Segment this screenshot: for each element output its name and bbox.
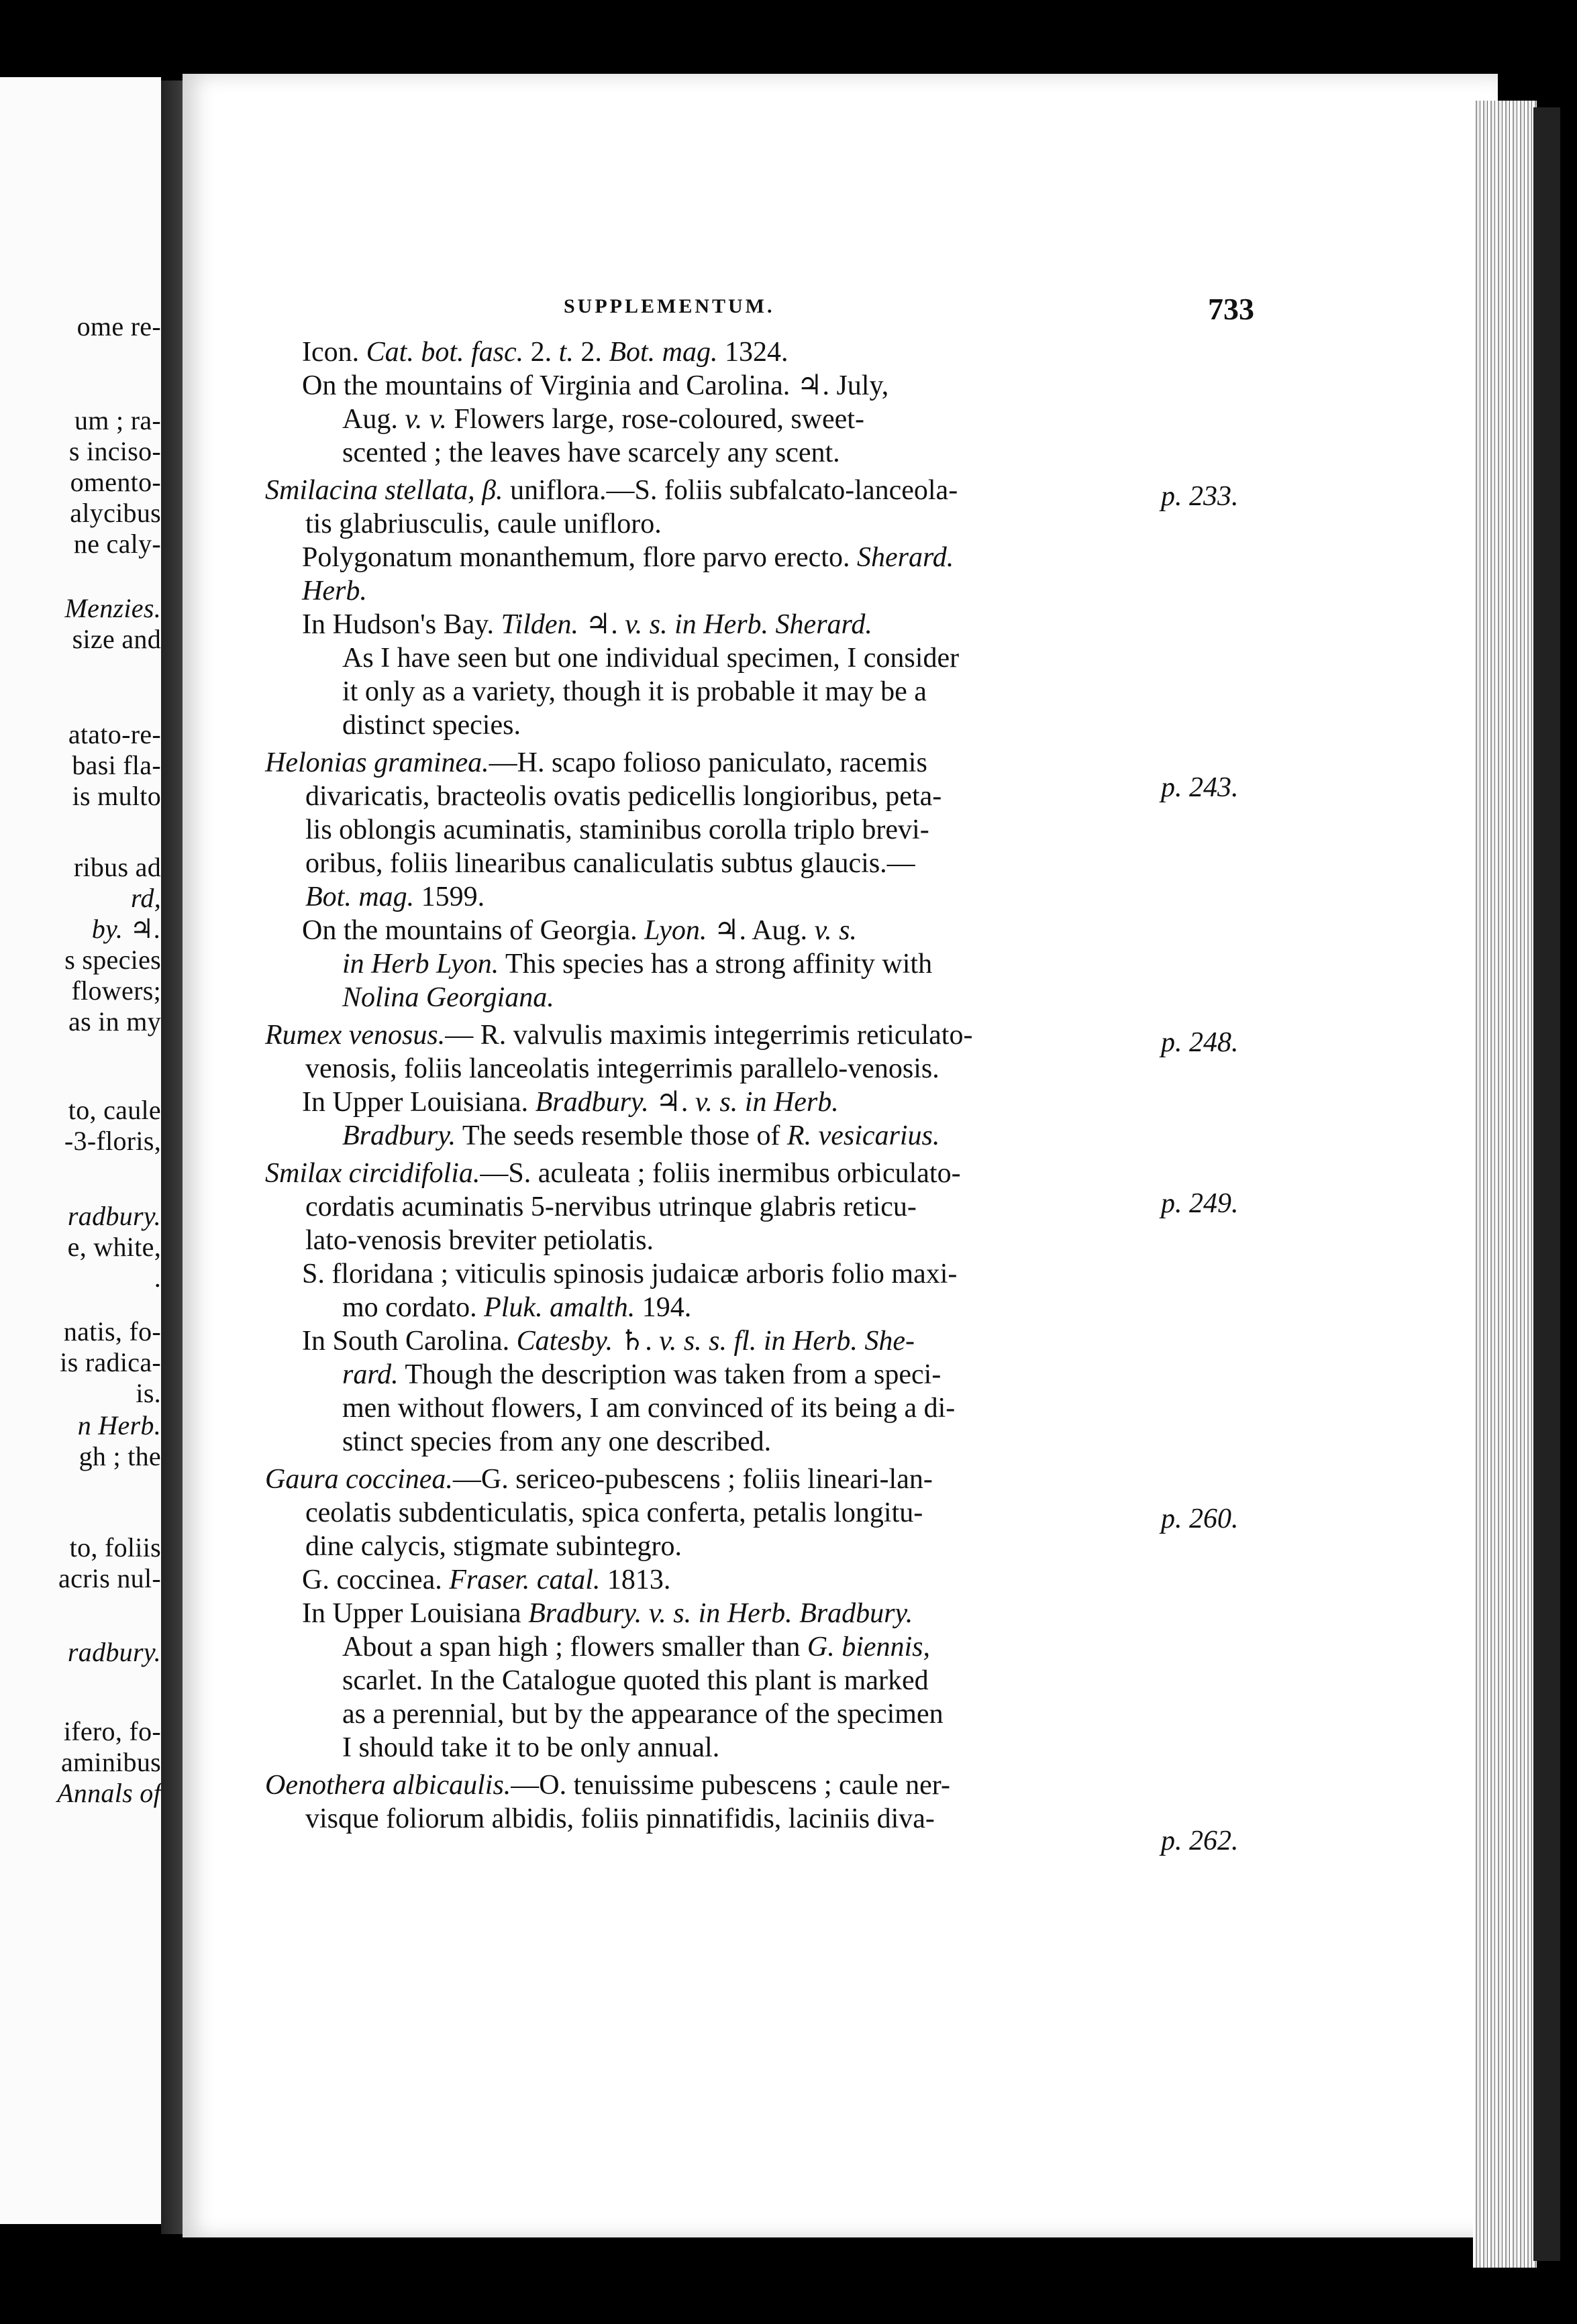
left-page-line: alycibus xyxy=(70,498,161,528)
left-page-line: aminibus xyxy=(60,1747,161,1777)
page-edge-shadow xyxy=(1533,107,1560,2261)
text-line xyxy=(265,541,1090,574)
text-span: Bot. mag. xyxy=(305,882,415,912)
entry-gaura xyxy=(265,1463,1090,1764)
running-header: SUPPLEMENTUM. xyxy=(564,295,775,317)
text-span: Bradbury. v. s. in Herb. Bradbury. xyxy=(528,1598,913,1629)
text-line xyxy=(265,1291,1090,1324)
text-line: lato-venosis breviter petiolatis. xyxy=(305,1225,654,1256)
page-number: 733 xyxy=(1208,292,1254,326)
text-line: lis oblongis acuminatis, staminibus corolla triplo brevi- xyxy=(305,814,929,845)
text-span: Pluk. amalth. xyxy=(484,1292,635,1323)
left-page-line: e, white, xyxy=(67,1232,161,1262)
text-line xyxy=(265,1119,1090,1153)
text-line xyxy=(265,981,1090,1014)
text-line xyxy=(265,880,1090,914)
page-body xyxy=(265,335,1090,1840)
text-span: Tilden. xyxy=(501,609,579,640)
text-span: Bradbury. xyxy=(342,1120,456,1151)
text-line: S. floridana ; viticulis spinosis judaicæ arboris folio maxi- xyxy=(302,1259,958,1289)
species-name: Helonias graminea. xyxy=(265,747,489,778)
left-page-line: ribus ad xyxy=(73,852,161,882)
text-span: t. xyxy=(558,337,574,368)
entry-smilax xyxy=(265,1157,1090,1459)
left-page-line: n Herb. xyxy=(77,1410,161,1440)
left-page-line: gh ; the xyxy=(79,1441,161,1471)
entry-helonias xyxy=(265,746,1090,1014)
left-page-line: acris nul- xyxy=(58,1563,161,1593)
text-line: venosis, foliis lanceolatis integerrimis parallelo-venosis. xyxy=(305,1053,939,1084)
text-span: ♃. xyxy=(578,609,625,640)
text-line xyxy=(265,335,1090,369)
page-reference: p. 260. xyxy=(1161,1503,1239,1534)
left-page-line: radbury. xyxy=(67,1201,161,1231)
text-span: 1813. xyxy=(600,1565,671,1595)
page-reference: p. 262. xyxy=(1161,1826,1239,1856)
text-line xyxy=(265,403,1090,436)
text-line xyxy=(265,1018,1090,1052)
text-line xyxy=(265,1597,1090,1630)
text-line xyxy=(265,1768,1090,1802)
left-page-line: to, foliis xyxy=(69,1532,161,1563)
text-line xyxy=(265,1463,1090,1496)
text-span: Bot. mag. xyxy=(609,337,718,368)
text-span: 1599. xyxy=(414,882,485,912)
text-line xyxy=(265,746,1090,780)
left-page-fragment xyxy=(0,77,161,2224)
text-span: Fraser. catal. xyxy=(449,1565,601,1595)
left-page-line: Annals of xyxy=(57,1778,161,1808)
page-edges xyxy=(1473,101,1537,2268)
text-span: In Upper Louisiana xyxy=(302,1598,529,1629)
text-span: —H. scapo folioso paniculato, racemis xyxy=(489,747,927,778)
left-page-line: s species xyxy=(64,945,161,975)
text-span: Herb. xyxy=(302,576,367,606)
left-page-line: natis, fo- xyxy=(63,1316,161,1346)
left-page-line: Menzies. xyxy=(64,593,161,623)
text-line xyxy=(265,947,1090,981)
text-line xyxy=(265,1358,1090,1391)
left-page-line: omento- xyxy=(70,467,161,497)
species-name: Smilacina stellata, β. xyxy=(265,475,503,506)
text-line xyxy=(265,1563,1090,1597)
text-span: Lyon. xyxy=(644,915,707,946)
text-span: v. s. xyxy=(814,915,857,946)
text-line: tis glabriusculis, caule unifloro. xyxy=(305,509,662,539)
left-page-line: is multo xyxy=(72,781,161,811)
text-line: visque foliorum albidis, foliis pinnatifidis, laciniis diva- xyxy=(305,1803,935,1834)
text-line: oribus, foliis linearibus canaliculatis subtus glaucis.— xyxy=(305,848,915,879)
text-line: I should take it to be only annual. xyxy=(342,1732,720,1763)
text-span: ♃. xyxy=(648,1087,695,1118)
text-line: stinct species from any one described. xyxy=(342,1426,772,1457)
text-span: Cat. bot. fasc. xyxy=(366,337,524,368)
text-line xyxy=(265,1086,1090,1119)
text-span: About a span high ; flowers smaller than xyxy=(342,1632,807,1662)
text-span: Sherard. xyxy=(856,542,954,573)
species-name: Rumex venosus. xyxy=(265,1020,446,1051)
text-line: divaricatis, bracteolis ovatis pedicellis longioribus, peta- xyxy=(305,781,942,812)
text-line xyxy=(265,574,1090,608)
text-line: cordatis acuminatis 5-nervibus utrinque glabris reticu- xyxy=(305,1192,917,1222)
text-line: distinct species. xyxy=(342,710,521,741)
text-span: v. s. in Herb. Sherard. xyxy=(625,609,872,640)
left-page-line: . xyxy=(154,1263,161,1293)
entry-rumex xyxy=(265,1018,1090,1153)
text-span: 1324. xyxy=(717,337,788,368)
entry-smilacina xyxy=(265,474,1090,742)
text-span: — R. valvulis maximis integerrimis reticulato- xyxy=(445,1020,973,1051)
text-span: Icon. xyxy=(302,337,360,368)
left-page-line: is radica- xyxy=(60,1347,161,1377)
page-reference: p. 243. xyxy=(1161,772,1239,803)
left-page-line: um ; ra- xyxy=(74,405,161,435)
text-span: rard. xyxy=(342,1359,399,1390)
text-span: —G. sericeo-pubescens ; foliis lineari-lan- xyxy=(452,1464,933,1495)
text-span: in Herb Lyon. xyxy=(342,949,499,980)
text-line: On the mountains of Virginia and Carolina. ♃. July, xyxy=(302,370,889,401)
left-page-line: atato-re- xyxy=(68,719,161,749)
text-span: ♃. Aug. xyxy=(707,915,815,946)
text-span: The seeds resemble those of xyxy=(456,1120,787,1151)
text-line: men without flowers, I am convinced of its being a di- xyxy=(342,1393,956,1424)
text-span: —S. aculeata ; foliis inermibus orbiculato- xyxy=(480,1158,961,1189)
text-span: R. vesicarius. xyxy=(786,1120,940,1151)
left-page-line: to, caule xyxy=(68,1095,161,1125)
left-page-line: ifero, fo- xyxy=(63,1716,161,1746)
left-page-line: flowers; xyxy=(71,975,161,1006)
page-reference: p. 248. xyxy=(1161,1027,1239,1058)
left-page-line: s inciso- xyxy=(68,436,161,466)
species-name: Smilax circidifolia. xyxy=(265,1158,480,1189)
text-line xyxy=(265,1324,1090,1358)
text-span: uniflora.—S. foliis subfalcato-lanceola- xyxy=(503,475,958,506)
left-page-line: is. xyxy=(136,1378,161,1408)
text-span: Bradbury. xyxy=(535,1087,649,1118)
left-page-line: as in my xyxy=(68,1006,161,1037)
page-reference: p. 233. xyxy=(1161,481,1239,512)
text-line: ceolatis subdenticulatis, spica conferta, petalis longitu- xyxy=(305,1497,923,1528)
entry-oenothera xyxy=(265,1768,1090,1836)
text-span: In Hudson's Bay. xyxy=(302,609,501,640)
text-span: 2. xyxy=(523,337,559,368)
left-page-line: ne caly- xyxy=(73,529,161,559)
text-span: In Upper Louisiana. xyxy=(302,1087,536,1118)
text-span: In South Carolina. xyxy=(302,1326,517,1357)
text-line xyxy=(265,914,1090,947)
left-page-line: size and xyxy=(72,624,161,654)
text-span: Nolina Georgiana. xyxy=(342,982,554,1013)
text-span: v. v. xyxy=(405,404,447,435)
text-line: scarlet. In the Catalogue quoted this plant is marked xyxy=(342,1665,929,1696)
entry-continuation xyxy=(265,335,1090,470)
left-page-line: ome re- xyxy=(77,311,161,341)
text-span: G. coccinea. xyxy=(302,1565,450,1595)
left-page-line: by. ♃. xyxy=(91,914,161,944)
text-span: 194. xyxy=(635,1292,692,1323)
text-line: scented ; the leaves have scarcely any scent. xyxy=(342,437,840,468)
text-line xyxy=(265,1630,1090,1664)
text-span: mo cordato. xyxy=(342,1292,485,1323)
text-span: v. s. s. fl. in Herb. She- xyxy=(659,1326,915,1357)
page-reference: p. 249. xyxy=(1161,1188,1239,1219)
left-page-line: rd, xyxy=(131,883,161,913)
species-name: Gaura coccinea. xyxy=(265,1464,453,1495)
text-span: G. biennis, xyxy=(807,1632,931,1662)
text-span: —O. tenuissime pubescens ; caule ner- xyxy=(511,1770,950,1801)
species-name: Oenothera albicaulis. xyxy=(265,1770,511,1801)
text-span: 2. xyxy=(573,337,609,368)
text-line xyxy=(265,608,1090,641)
left-page-line: -3-floris, xyxy=(64,1126,161,1156)
text-line: it only as a variety, though it is probable it may be a xyxy=(342,676,927,707)
text-span: On the mountains of Georgia. xyxy=(302,915,645,946)
text-span: Polygonatum monanthemum, flore parvo erecto. xyxy=(302,542,857,573)
left-page-line: basi fla- xyxy=(72,750,161,780)
left-page-line: radbury. xyxy=(67,1637,161,1667)
text-span: Aug. xyxy=(342,404,405,435)
text-span: v. s. in Herb. xyxy=(695,1087,839,1118)
text-line xyxy=(265,474,1090,507)
text-span: ♄. xyxy=(613,1326,660,1357)
text-line: As I have seen but one individual specimen, I consider xyxy=(342,643,960,674)
text-span: Though the description was taken from a speci- xyxy=(398,1359,942,1390)
text-line xyxy=(265,1157,1090,1190)
text-span: This species has a strong affinity with xyxy=(499,949,933,980)
text-span: Catesby. xyxy=(516,1326,613,1357)
text-line: dine calycis, stigmate subintegro. xyxy=(305,1531,682,1562)
text-line: as a perennial, but by the appearance of the specimen xyxy=(342,1699,944,1730)
text-span: Flowers large, rose-coloured, sweet- xyxy=(446,404,864,435)
